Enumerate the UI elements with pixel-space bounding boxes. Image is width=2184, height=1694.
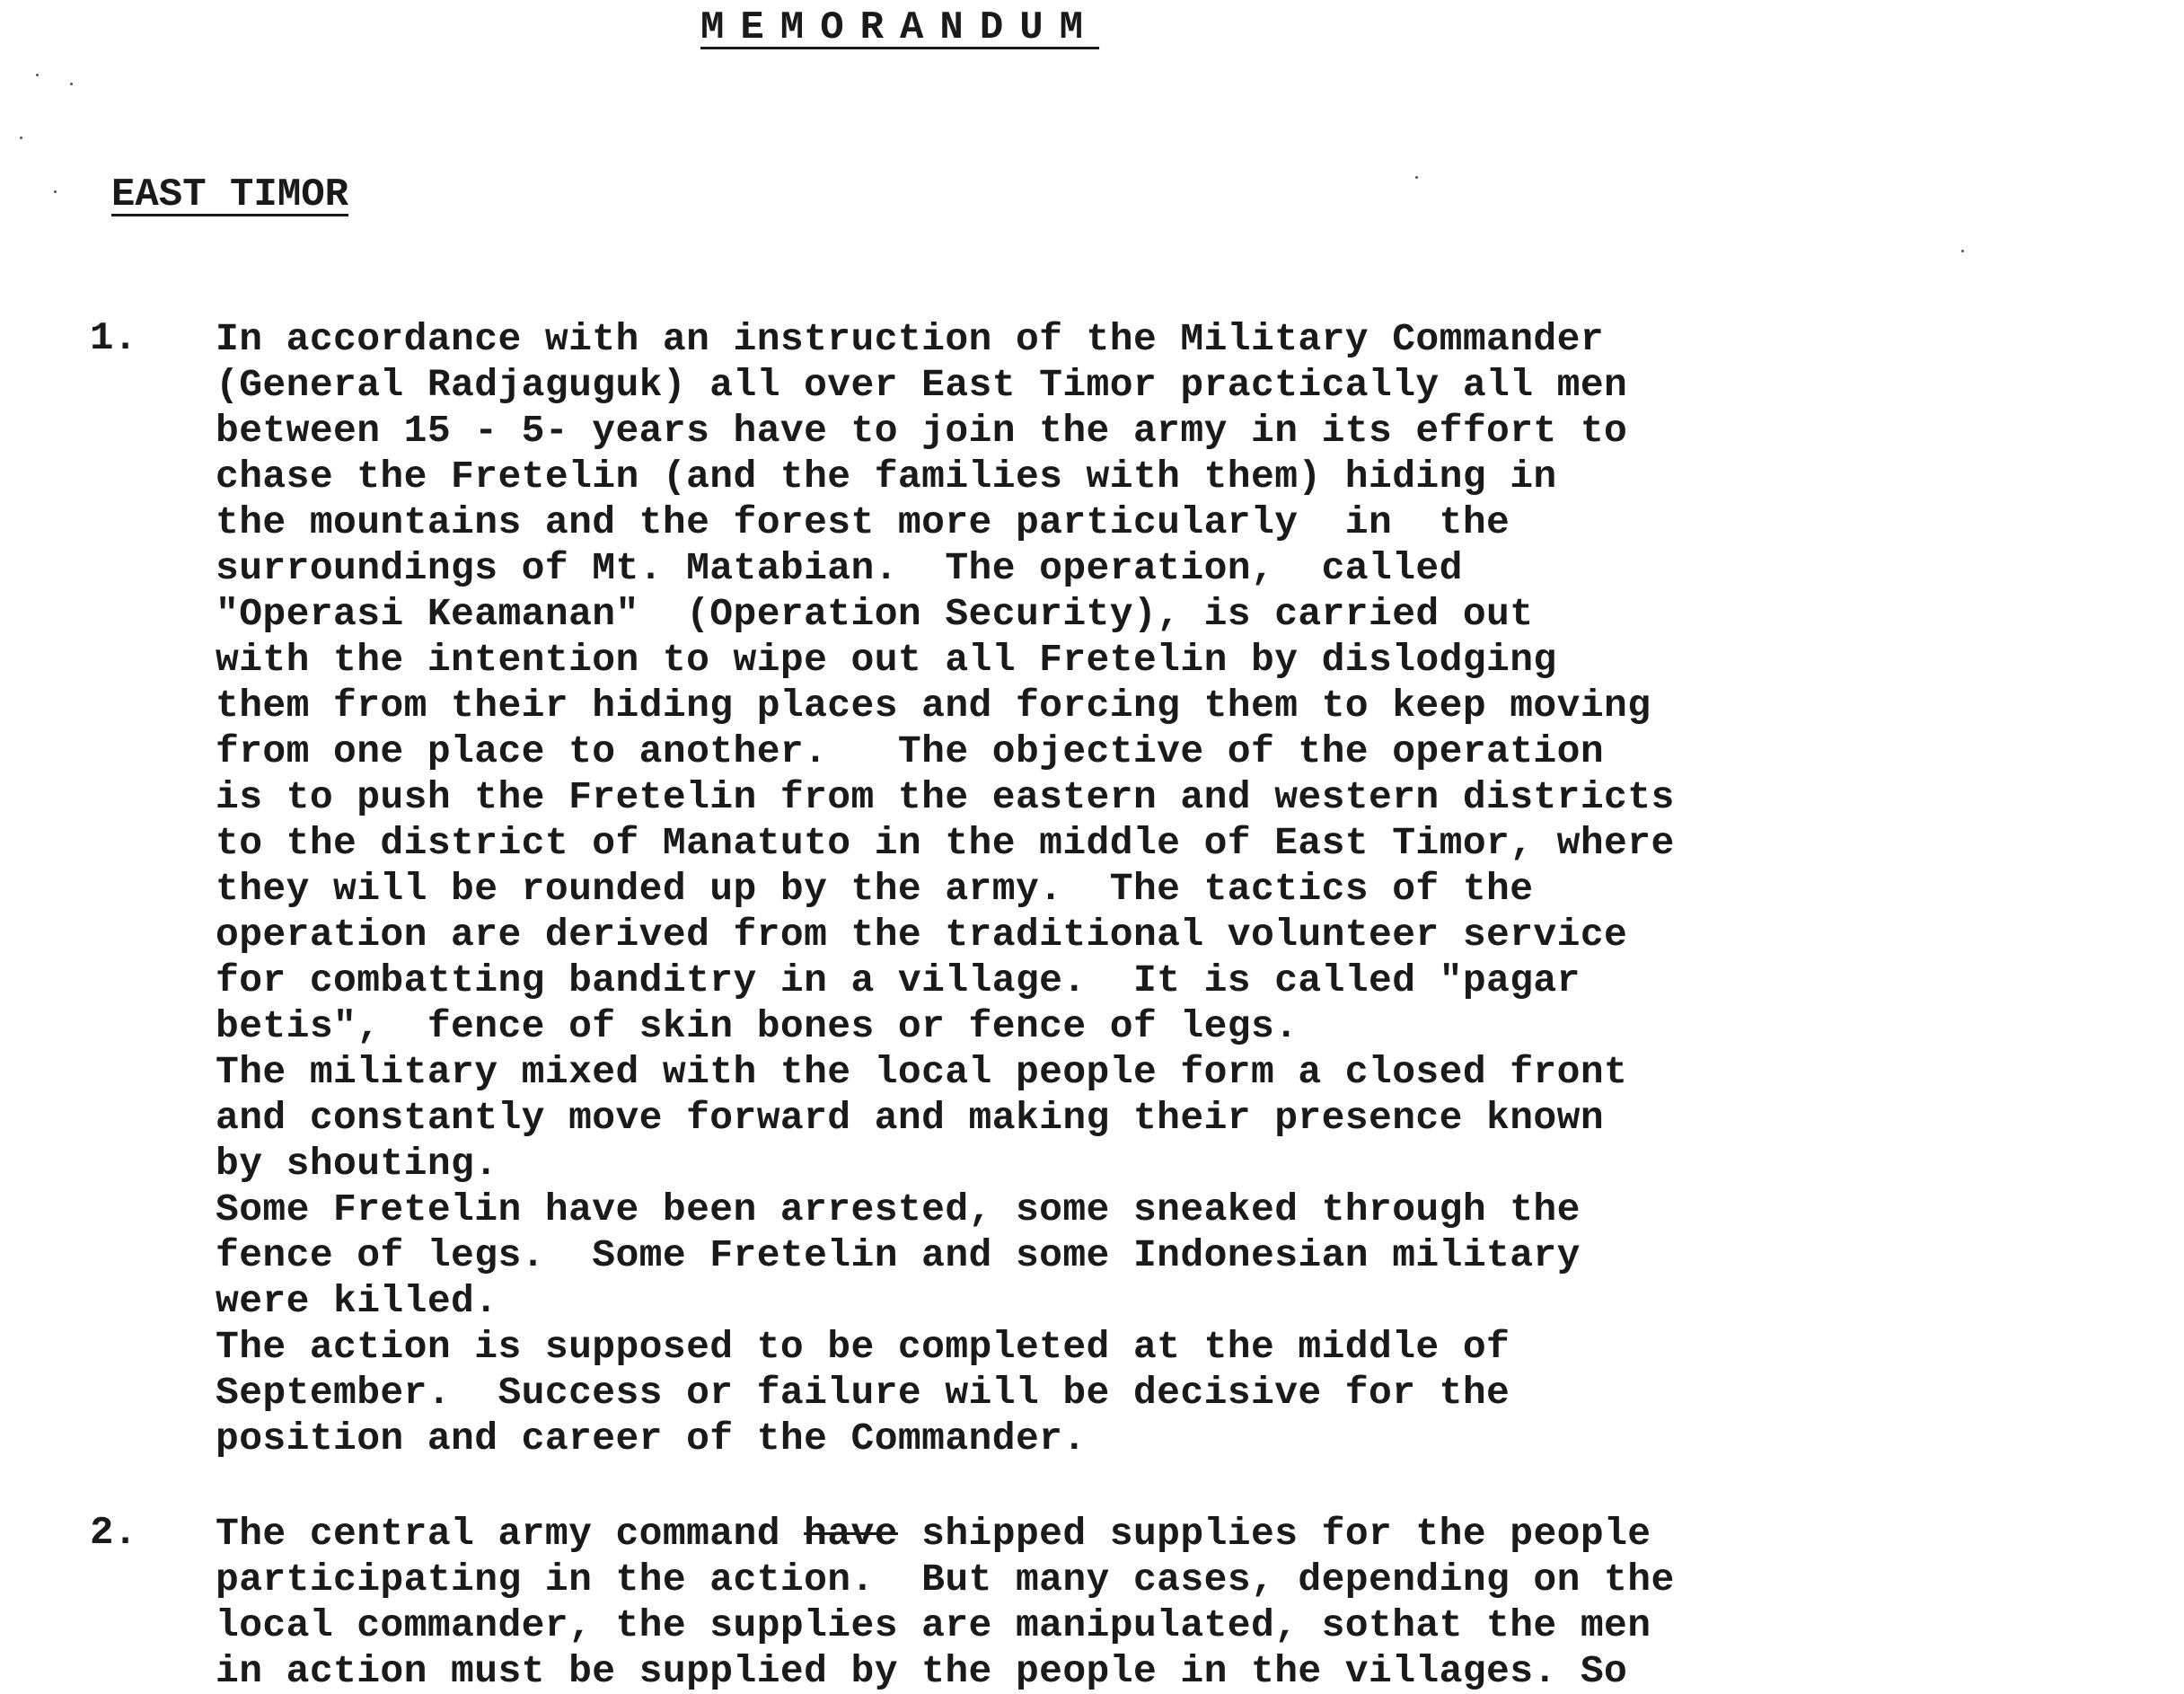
paragraph-body [216,316,1675,1461]
text-line: fence of legs. Some Fretelin and some Indonesian military [216,1233,1581,1277]
paragraph-number: 2. [90,1511,137,1556]
text-line: September. Success or failure will be decisive for the [216,1371,1510,1415]
text-line: by shouting. [216,1142,498,1186]
text-line: surroundings of Mt. Matabian. The operation, called [216,546,1463,590]
paragraph-number: 1. [90,316,137,361]
line-text-after: shipped supplies for the people [897,1512,1651,1556]
text-line: (General Radjaguguk) all over East Timor practically all men [216,363,1628,407]
paragraph-body [216,1511,1675,1694]
text-line: and constantly move forward and making their presence known [216,1096,1605,1140]
scan-speck [36,74,39,76]
text-line [216,1511,1675,1557]
text-line: "Operasi Keamanan" (Operation Security), is carried out [216,592,1534,636]
text-line: for combatting banditry in a village. It is called "pagar [216,958,1581,1002]
struck-word: have [804,1512,898,1556]
scan-speck [20,137,22,139]
text-line: the mountains and the forest more particularly in the [216,500,1510,544]
section-heading: EAST TIMOR [111,172,349,217]
text-line: operation are derived from the traditional volunteer service [216,913,1628,957]
text-line: Some Fretelin have been arrested, some sneaked through the [216,1187,1581,1231]
scan-speck [70,83,73,85]
text-line: to the district of Manatuto in the middle of East Timor, where [216,821,1675,865]
text-line: between 15 - 5- years have to join the army in its effort to [216,409,1628,453]
text-line: The action is supposed to be completed at the middle of [216,1325,1510,1369]
text-line: is to push the Fretelin from the eastern and western districts [216,775,1675,819]
text-line: local commander, the supplies are manipulated, sothat the men [216,1603,1651,1647]
scan-speck [1961,250,1964,252]
text-line: they will be rounded up by the army. The tactics of the [216,867,1534,911]
text-line: from one place to another. The objective of the operation [216,729,1605,773]
text-line: participating in the action. But many cases, depending on the [216,1557,1675,1601]
text-line: betis", fence of skin bones or fence of legs. [216,1004,1299,1048]
text-line: In accordance with an instruction of the Military Commander [216,317,1605,361]
text-line: were killed. [216,1279,498,1323]
scan-speck [54,190,57,193]
line-text-before: The central army command [216,1512,805,1556]
text-line: with the intention to wipe out all Fretelin by dislodging [216,638,1557,682]
text-line: The military mixed with the local people form a closed front [216,1050,1628,1094]
text-line: chase the Fretelin (and the families with them) hiding in [216,454,1557,498]
text-line: in action must be supplied by the people in the villages. So [216,1649,1628,1693]
scan-speck [1415,176,1418,179]
text-line: position and career of the Commander. [216,1416,1087,1460]
text-line: them from their hiding places and forcing them to keep moving [216,684,1651,728]
memo-title: MEMORANDUM [700,5,1100,50]
